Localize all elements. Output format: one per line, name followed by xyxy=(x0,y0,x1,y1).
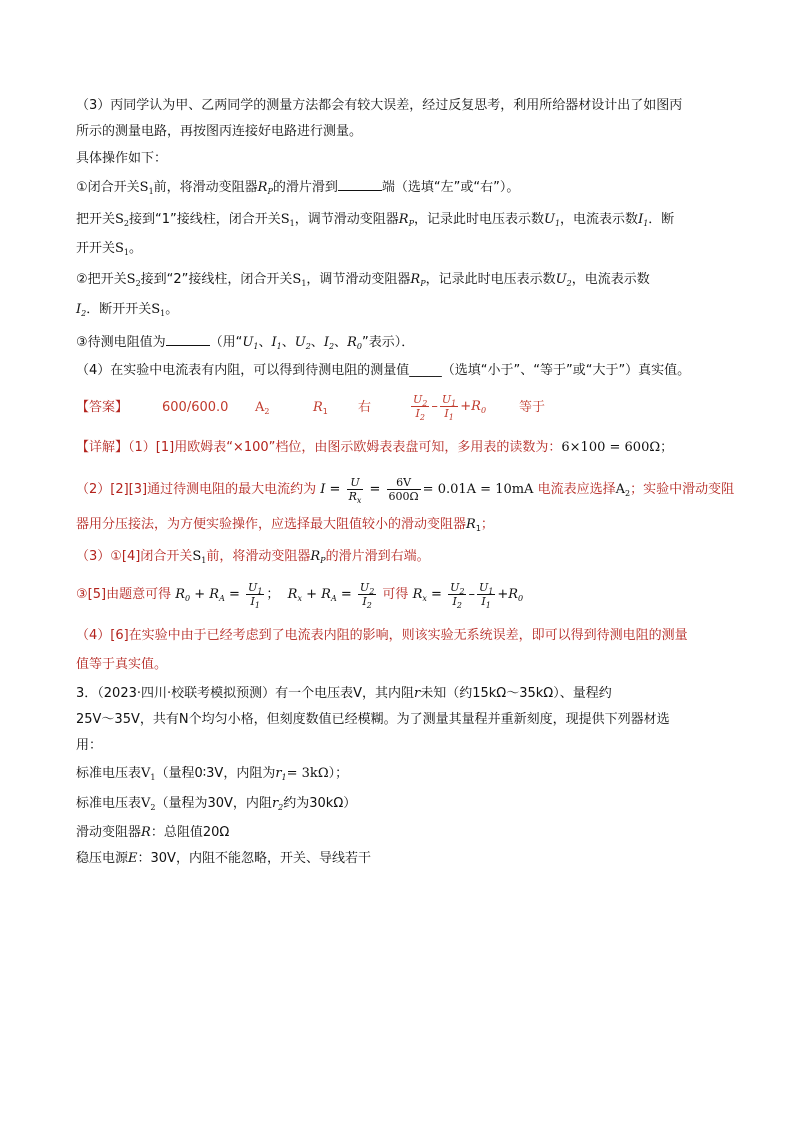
answer-3: $R_1$ xyxy=(313,400,328,416)
q3-line5: 标准电压表$V_2$（量程为30V，内阻$r_2$约为30kΩ） xyxy=(76,796,357,812)
q3-line3: 用： xyxy=(76,738,103,753)
answer-6: 等于 xyxy=(519,400,546,415)
q3-line6: 滑动变阻器R：总阻值20Ω xyxy=(76,825,230,840)
step1-line: ①闭合开关$S_1$前，将滑动变阻器$R_P$的滑片滑到 端（选填“左”或“右”）。 xyxy=(76,180,520,196)
detail-line4: （3）①[4]闭合开关$S_1$前，将滑动变阻器$R_P$的滑片滑到右端。 xyxy=(76,549,430,565)
detail-label: 【详解】 xyxy=(76,440,129,455)
q3-line4: 标准电压表$V_1$（量程0∶3V，内阻为$r_1= 3k\Omega$）； xyxy=(76,766,349,782)
step2-line: ②把开关$S_2$接到“2”接线柱，闭合开关$S_1$，调节滑动变阻器$R_P$，记录此时电压表示数$U_2$，电流表示数 xyxy=(76,272,650,288)
part3-intro-line2: 所示的测量电路，再按图丙连接好电路进行测量。 xyxy=(76,124,363,139)
q3-line1: 3．（2023·四川·校联考模拟预测）有一个电压表V，其内阻r未知（约15kΩ～35kΩ）、量程约 xyxy=(76,686,612,701)
answer-4: 右 xyxy=(358,400,372,415)
steps-title: 具体操作如下： xyxy=(76,151,168,166)
answer-blank xyxy=(338,178,382,191)
detail-line3: 器用分压接法，为方便实验操作，应选择最大阻值较小的滑动变阻器$R_1$； xyxy=(76,517,494,533)
q3-line7: 稳压电源E：30V，内阻不能忽略，开关、导线若干 xyxy=(76,851,371,866)
q3-line2: 25V～35V，共有N个均匀小格，但刻度数值已经模糊。为了测量其量程并重新刻度，现提供下列器材选 xyxy=(76,712,670,727)
part3-intro-line1: （3）丙同学认为甲、乙两同学的测量方法都会有较大误差，经过反复思考，利用所给器材设计出了如图丙 xyxy=(76,98,683,113)
step1b-line: 把开关$S_2$接到“1”接线柱，闭合开关$S_1$，调节滑动变阻器$R_P$，记录此时电压表示数$U_1$，电流表示数$I_1$．断 xyxy=(76,212,675,228)
detail-line5: ③[5]由题意可得 $R_0 + R_A$ = $\frac{U_1}{I_1}$ ； $R_x + R_A$ = $\frac{U_2}{I_2}$ 可得 $R_x$ = $\frac{U_2}{I_2}$ – $\frac{U_1}{I_1}$ $+R_0$ xyxy=(76,581,524,610)
step1c-line: 开开关$S_1$。 xyxy=(76,241,143,257)
step3-line: ③待测电阻值为 （用“$U_1$、$I_1$、$U_2$、$I_2$、$R_0$”表示）． xyxy=(76,335,415,351)
step2b-line: $I_2$．断开开关$S_1$。 xyxy=(76,302,179,318)
detail-line6: （4）[6]在实验中由于已经考虑到了电流表内阻的影响，则该实验无系统误差，即可以得到待测电阻的测量 xyxy=(76,628,688,643)
answer-1: 600/600.0 xyxy=(162,400,229,415)
part4-line: （4）在实验中电流表有内阻，可以得到待测电阻的测量值_____（选填“小于”、“等于”或“大于”）真实值。 xyxy=(76,363,691,378)
detail-line7: 值等于真实值。 xyxy=(76,657,168,672)
answer-blank xyxy=(166,333,210,346)
answer-label: 【答案】 xyxy=(76,400,129,415)
answer-5-formula: $\frac{U_2}{I_2}$ – $\frac{U_1}{I_1}$ $+R_0$ xyxy=(413,393,487,422)
detail-line1: 【详解】（1）[1]用欧姆表“×100”档位，由图示欧姆表表盘可知，多用表的读数为：6×100 = 600Ω； xyxy=(76,440,674,455)
detail-line2: （2）[2][3]通过待测电阻的最大电流约为 I = $\frac{U}{R_x}$ = $\frac{6V}{600\Omega}$ = 0.01A = 10mA 电流表应选择$A_2$；实验中滑动变阻 xyxy=(76,476,735,505)
answer-2: $A_2$ xyxy=(255,400,270,416)
